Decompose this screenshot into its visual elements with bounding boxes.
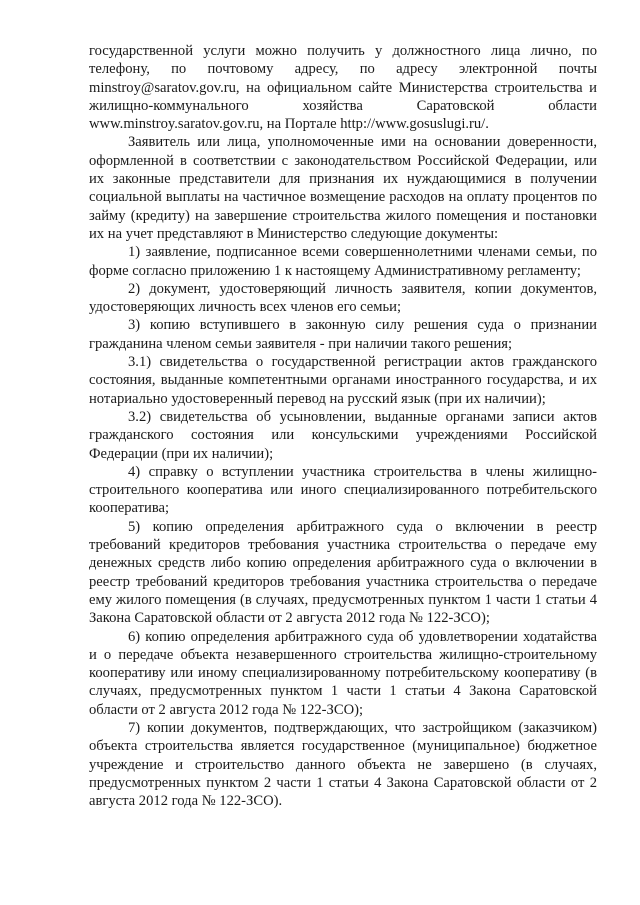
list-item-4: 4) справку о вступлении участника строительства в члены жилищно-строительного кооператива или иного специализированного потребительского кооператива; <box>89 463 597 517</box>
list-item-3-2: 3.2) свидетельства об усыновлении, выданные органами записи актов гражданского состояния или консульскими учреждениями Российской Федерации (при их наличии); <box>89 408 597 462</box>
list-item-5: 5) копию определения арбитражного суда о включении в реестр требований кредиторов требования участника строительства о передаче ему денежных средств либо копию определения арбитражного суда о включении в реестр требований кредиторов требования участника строительства о передаче ему жилого помещения (в случаях, предусмотренных пунктом 1 части 1 статьи 4 Закона Саратовской области от 2 августа 2012 года № 122-ЗСО); <box>89 518 597 627</box>
list-item-1: 1) заявление, подписанное всеми совершеннолетними членами семьи, по форме согласно приложению 1 к настоящему Административному регламенту; <box>89 244 597 279</box>
list-item-2: 2) документ, удостоверяющий личность заявителя, копии документов, удостоверяющих личность всех членов его семьи; <box>89 280 597 316</box>
paragraph-applicant-intro: Заявитель или лица, уполномоченные ими на основании доверенности, оформленной в соответствии с законодательством Российской Федерации, или их законные представители для признания их нуждающимися в получении социальной выплаты на частичное возмещение расходов на оплату процентов по займу (кредиту) на завершение строительства жилого помещения и постановки их на учет представляют в Министерство следующие документы: <box>89 134 597 242</box>
list-item-7: 7) копии документов, подтверждающих, что застройщиком (заказчиком) объекта строительства является государственное (муниципальное) бюджетное учреждение и строительство данного объекта не завершено (в случаях, предусмотренных пунктом 2 части 1 статьи 4 Закона Саратовской области от 2 августа 2012 года № 122-ЗСО). <box>89 719 597 810</box>
document-body <box>89 42 597 810</box>
list-item-3-1: 3.1) свидетельства о государственной регистрации актов гражданского состояния, выданные компетентными органами иностранного государства, и их нотариально удостоверенный перевод на русский язык (при их наличии); <box>89 354 597 407</box>
list-item-3: 3) копию вступившего в законную силу решения суда о признании гражданина членом семьи заявителя - при наличии такого решения; <box>89 317 597 352</box>
paragraph-contact-info: государственной услуги можно получить у должностного лица лично, по телефону, по почтовому адресу, по адресу электронной почты minstroy@saratov.gov.ru, на официальном сайте Министерства строительства и жилищно-коммунального хозяйства Саратовской области www.minstroy.saratov.gov.ru, на Портале http://www.gosuslugi.ru/. <box>89 43 597 133</box>
list-item-6: 6) копию определения арбитражного суда об удовлетворении ходатайства и о передаче объекта незавершенного строительства жилищно-строительному кооперативу или иному специализированному потребительскому кооперативу (в случаях, предусмотренных пунктом 1 части 1 статьи 4 Закона Саратовской области от 2 августа 2012 года № 122-ЗСО); <box>89 628 597 718</box>
